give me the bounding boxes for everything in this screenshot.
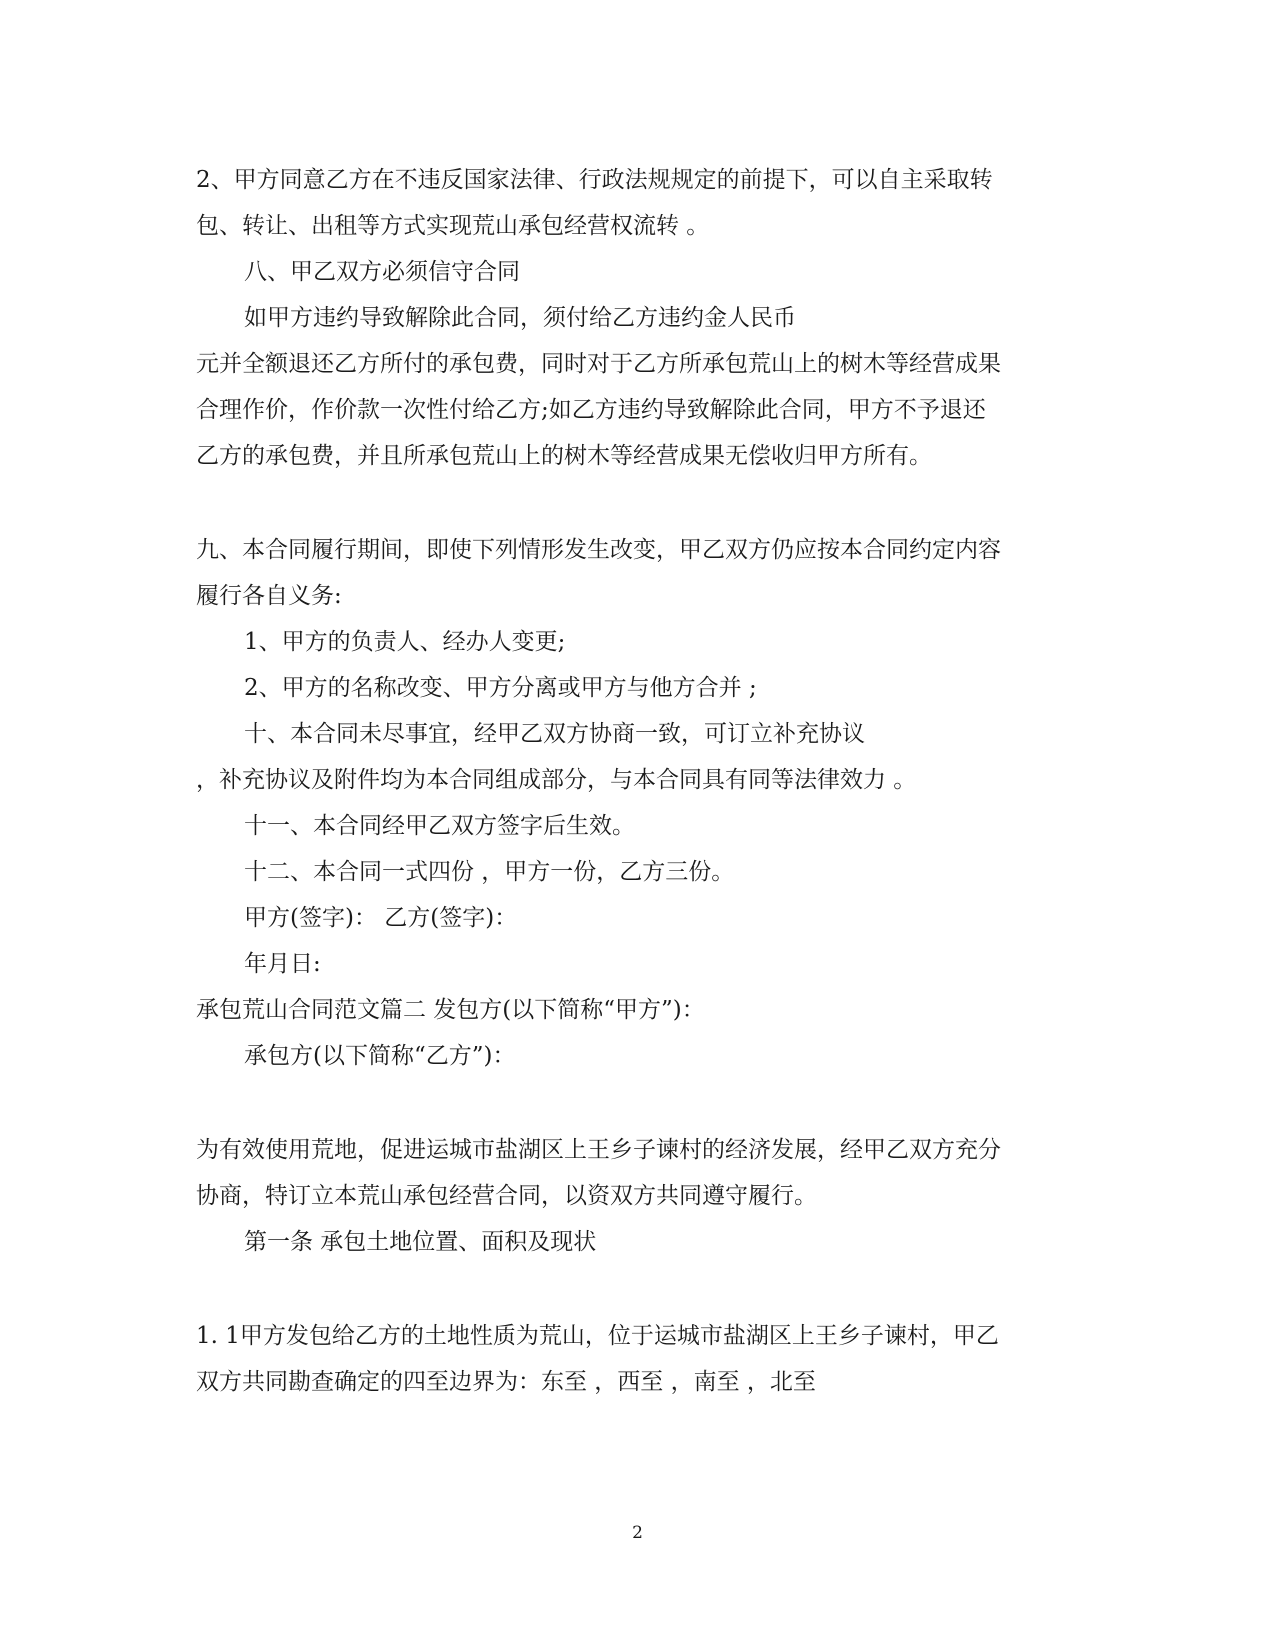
- date-line: 年月日:: [244, 951, 321, 977]
- text-line: ，补充协议及附件均为本合同组成部分，与本合同具有同等法律效力 。: [196, 767, 917, 793]
- text-line: 2、甲方同意乙方在不违反国家法律、行政法规规定的前提下，可以自主采取转: [196, 167, 993, 193]
- text-line: 如甲方违约导致解除此合同，须付给乙方违约金人民币: [244, 305, 796, 331]
- section-heading: 十二、本合同一式四份 ，甲方一份，乙方三份。: [244, 859, 735, 885]
- text-line: 双方共同勘查确定的四至边界为：东至 ，西至 ，南至 ，北至: [196, 1369, 816, 1395]
- text-line: 承包方(以下简称“乙方”)：: [244, 1043, 516, 1069]
- text-line: 乙方的承包费，并且所承包荒山上的树木等经营成果无偿收归甲方所有。: [196, 443, 932, 469]
- text-line: 1. 1甲方发包给乙方的土地性质为荒山，位于运城市盐湖区上王乡子谏村，甲乙: [196, 1323, 999, 1349]
- section-heading: 八、甲乙双方必须信守合同: [244, 259, 520, 285]
- document-title: 承包荒山合同范文篇二 发包方(以下简称“甲方”)：: [196, 997, 705, 1023]
- text-line: 元并全额退还乙方所付的承包费，同时对于乙方所承包荒山上的树木等经营成果: [196, 351, 1001, 377]
- text-line: 为有效使用荒地，促进运城市盐湖区上王乡子谏村的经济发展，经甲乙双方充分: [196, 1137, 1001, 1163]
- signature-line: 甲方(签字)： 乙方(签字)：: [244, 905, 518, 931]
- article-heading: 第一条 承包土地位置、面积及现状: [244, 1229, 597, 1255]
- text-line: 包、转让、出租等方式实现荒山承包经营权流转 。: [196, 213, 710, 239]
- section-heading: 九、本合同履行期间，即使下列情形发生改变，甲乙双方仍应按本合同约定内容: [196, 537, 1001, 563]
- text-line: 协商，特订立本荒山承包经营合同，以资双方共同遵守履行。: [196, 1183, 817, 1209]
- section-heading: 十、本合同未尽事宜，经甲乙双方协商一致，可订立补充协议: [244, 721, 865, 747]
- text-line: 合理作价，作价款一次性付给乙方;如乙方违约导致解除此合同，甲方不予退还: [196, 397, 986, 423]
- list-item: 1、甲方的负责人、经办人变更;: [244, 629, 566, 655]
- page-number: 2: [632, 1523, 643, 1543]
- text-line: 履行各自义务:: [196, 583, 342, 609]
- section-heading: 十一、本合同经甲乙双方签字后生效。: [244, 813, 635, 839]
- list-item: 2、甲方的名称改变、甲方分离或甲方与他方合并 ;: [244, 675, 757, 701]
